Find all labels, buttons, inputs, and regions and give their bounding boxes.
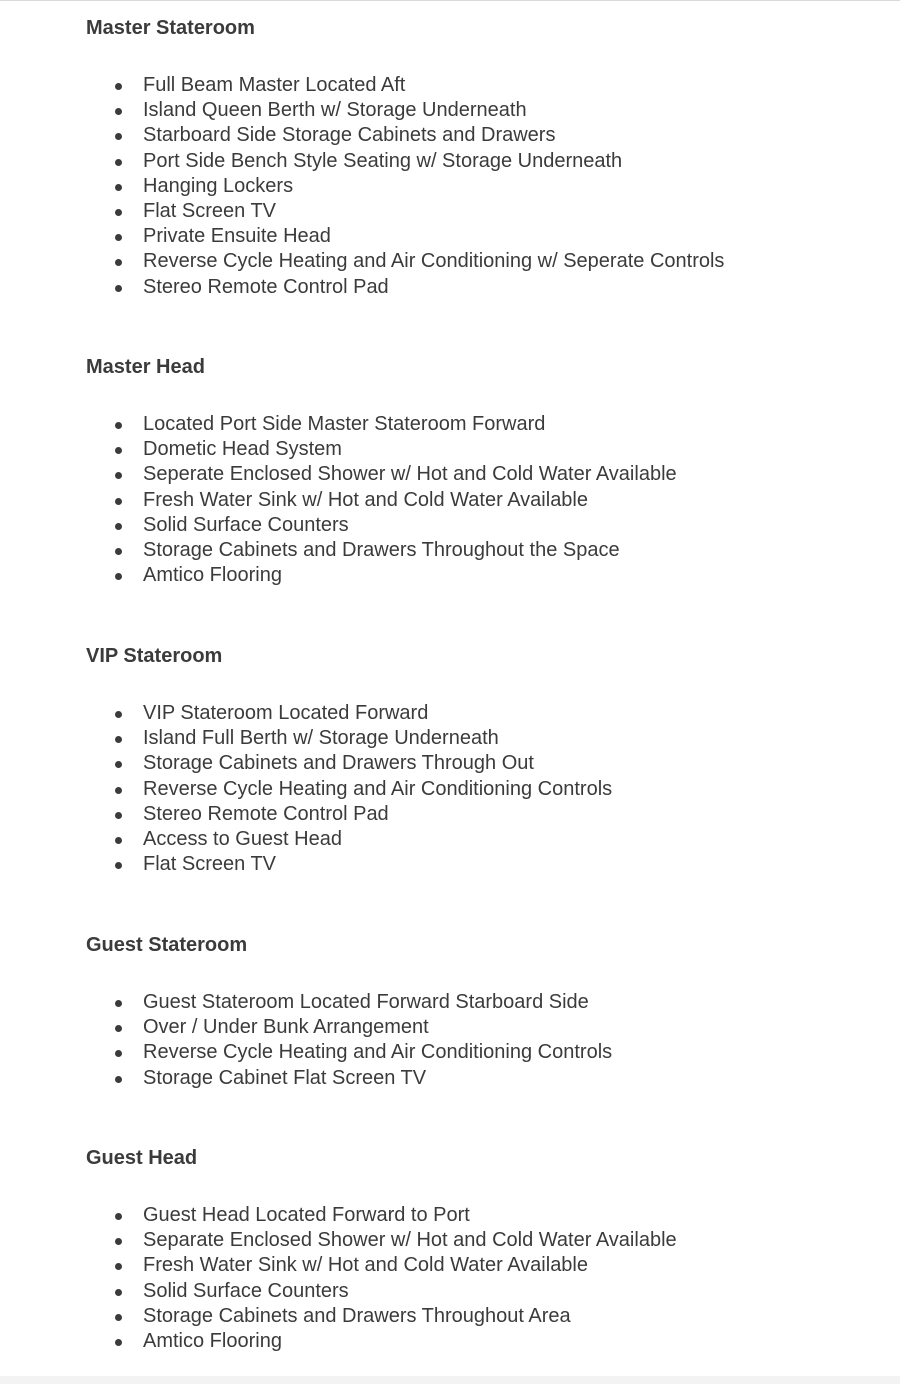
bullet-icon — [115, 1289, 122, 1296]
list-item-text: Solid Surface Counters — [143, 513, 349, 536]
bottom-strip — [0, 1376, 900, 1384]
list-item-text: Reverse Cycle Heating and Air Conditioning Controls — [143, 777, 613, 800]
bullet-icon — [115, 133, 122, 140]
list-item-text: Starboard Side Storage Cabinets and Drawers — [143, 124, 556, 147]
bullet-icon — [115, 736, 122, 743]
bullet-icon — [115, 812, 122, 819]
bullet-icon — [115, 523, 122, 530]
bullet-icon — [115, 1238, 122, 1245]
list-item-text: Storage Cabinets and Drawers Through Out — [143, 752, 534, 775]
list-item-text: Guest Stateroom Located Forward Starboard Side — [143, 991, 589, 1013]
list-item-text: Located Port Side Master Stateroom Forward — [143, 413, 546, 435]
section-heading: Master Head — [86, 356, 205, 378]
bullet-icon — [115, 184, 122, 191]
section-heading: Guest Stateroom — [86, 934, 248, 956]
list-item-text: Stereo Remote Control Pad — [143, 275, 389, 298]
bullet-icon — [115, 234, 122, 241]
list-item-text: Island Full Berth w/ Storage Underneath — [143, 727, 499, 750]
list-item-text: Separate Enclosed Shower w/ Hot and Cold Water Available — [143, 1229, 677, 1252]
section-heading: Guest Head — [86, 1147, 198, 1169]
list-item-text: Flat Screen TV — [143, 199, 277, 222]
list-item-text: Reverse Cycle Heating and Air Conditioning w/ Seperate Controls — [143, 250, 725, 273]
list-item-text: VIP Stateroom Located Forward — [143, 702, 429, 724]
bullet-icon — [115, 472, 122, 479]
list-item-text: Storage Cabinets and Drawers Throughout Area — [143, 1304, 571, 1327]
list-item-text: Island Queen Berth w/ Storage Underneath — [143, 99, 527, 122]
bullet-icon — [115, 422, 122, 429]
list-item-text: Seperate Enclosed Shower w/ Hot and Cold Water Available — [143, 463, 677, 486]
bullet-icon — [115, 837, 122, 844]
list-item-text: Private Ensuite Head — [143, 225, 331, 248]
list-item-text: Amtico Flooring — [143, 1329, 282, 1352]
bullet-icon — [115, 573, 122, 580]
list-item-text: Reverse Cycle Heating and Air Conditioning Controls — [143, 1041, 613, 1064]
list-item-text: Guest Head Located Forward to Port — [143, 1204, 470, 1226]
bullet-icon — [115, 787, 122, 794]
bullet-icon — [115, 1213, 122, 1220]
list-item-text: Port Side Bench Style Seating w/ Storage Underneath — [143, 149, 623, 172]
list-item-text: Fresh Water Sink w/ Hot and Cold Water Available — [143, 1254, 588, 1277]
list-item-text: Access to Guest Head — [143, 827, 342, 850]
bullet-icon — [115, 1339, 122, 1346]
bullet-icon — [115, 548, 122, 555]
bullet-icon — [115, 498, 122, 505]
bullet-icon — [115, 209, 122, 216]
list-item-text: Amtico Flooring — [143, 564, 282, 587]
list-item-text: Solid Surface Counters — [143, 1279, 349, 1302]
list-item-text: Fresh Water Sink w/ Hot and Cold Water Available — [143, 488, 588, 511]
top-divider — [0, 0, 900, 1]
bullet-icon — [115, 1025, 122, 1032]
list-item-text: Stereo Remote Control Pad — [143, 802, 389, 825]
list-item-text: Dometic Head System — [143, 438, 342, 461]
bullet-icon — [115, 259, 122, 266]
bullet-icon — [115, 711, 122, 718]
bullet-icon — [115, 285, 122, 292]
list-item-text: Full Beam Master Located Aft — [143, 74, 406, 96]
list-item-text: Storage Cabinets and Drawers Throughout the Space — [143, 538, 620, 561]
list-item-text: Hanging Lockers — [143, 174, 294, 197]
bullet-icon — [115, 83, 122, 90]
bullet-icon — [115, 108, 122, 115]
bullet-icon — [115, 1263, 122, 1270]
list-item-text: Storage Cabinet Flat Screen TV — [143, 1066, 427, 1089]
bullet-icon — [115, 159, 122, 166]
list-item-text: Flat Screen TV — [143, 853, 277, 876]
section-heading: VIP Stateroom — [86, 645, 223, 667]
bullet-icon — [115, 447, 122, 454]
bullet-icon — [115, 1314, 122, 1321]
bullet-icon — [115, 1000, 122, 1007]
bullet-icon — [115, 761, 122, 768]
bullet-icon — [115, 1076, 122, 1083]
list-item-text: Over / Under Bunk Arrangement — [143, 1016, 429, 1039]
bullet-icon — [115, 1050, 122, 1057]
bullet-icon — [115, 862, 122, 869]
section-heading: Master Stateroom — [86, 17, 255, 39]
